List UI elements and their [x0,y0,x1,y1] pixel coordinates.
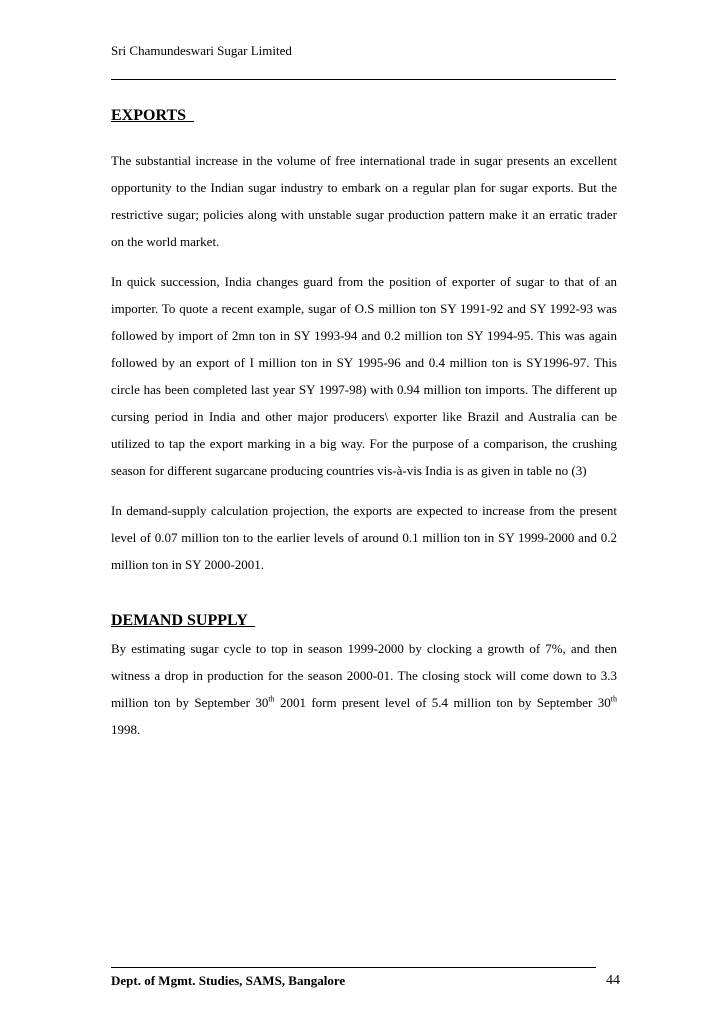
demand-supply-heading: DEMAND SUPPLY [111,612,256,629]
page-header [111,43,616,59]
header-rule [111,79,616,80]
page-number: 44 [606,973,620,988]
exports-paragraph-3: In demand-supply calculation projection, the exports are expected to increase from the present level of 0.07 million ton to the earlier levels of around 0.1 million ton in SY 1999-2000 and 0.2 million ton in SY 2000-2001. [111,503,617,572]
demand-text-b: 2001 form present level of 5.4 million ton by September 30 [274,695,611,710]
page-footer [111,973,620,989]
exports-heading: EXPORTS [111,107,195,124]
exports-paragraph-1: The substantial increase in the volume of free international trade in sugar presents an excellent opportunity to the Indian sugar industry to embark on a regular plan for sugar exports. But the restrictive sugar; policies along with unstable sugar production pattern make it an erratic trader on the world market. [111,153,617,249]
footer-rule [111,967,596,968]
demand-text-c: 1998. [111,722,141,737]
demand-supply-paragraph [111,635,617,743]
exports-paragraph-2: In quick succession, India changes guard from the position of exporter of sugar to that of an importer. To quote a recent example, sugar of O.S million ton SY 1991-92 and SY 1992-93 was followed by import of 2mn ton in SY 1993-94 and 0.2 million ton SY 1994-95. This was again followed by an export of I million ton in SY 1995-96 and 0.4 million ton is SY1996-97. This circle has been completed last year SY 1997-98) with 0.94 million ton imports. The different up cursing period in India and other major producers\ exporter like Brazil and Australia can be utilized to tap the export marking in a big way. For the purpose of a comparison, the crushing season for different sugarcane producing countries vis-à-vis India is as given in table no (3) [111,274,617,478]
page-content [111,104,617,743]
superscript-th-1: th [268,694,275,704]
demand-text-a: By estimating sugar cycle to top in season 1999-2000 by clocking a growth of 7%, and then witness a drop in production for the season 2000-01. The closing stock will come down to 3.3 million ton by September 30 [111,641,617,710]
department-name: Dept. of Mgmt. Studies, SAMS, Bangalore [111,973,346,988]
company-name: Sri Chamundeswari Sugar Limited [111,43,292,58]
superscript-th-2: th [610,694,617,704]
